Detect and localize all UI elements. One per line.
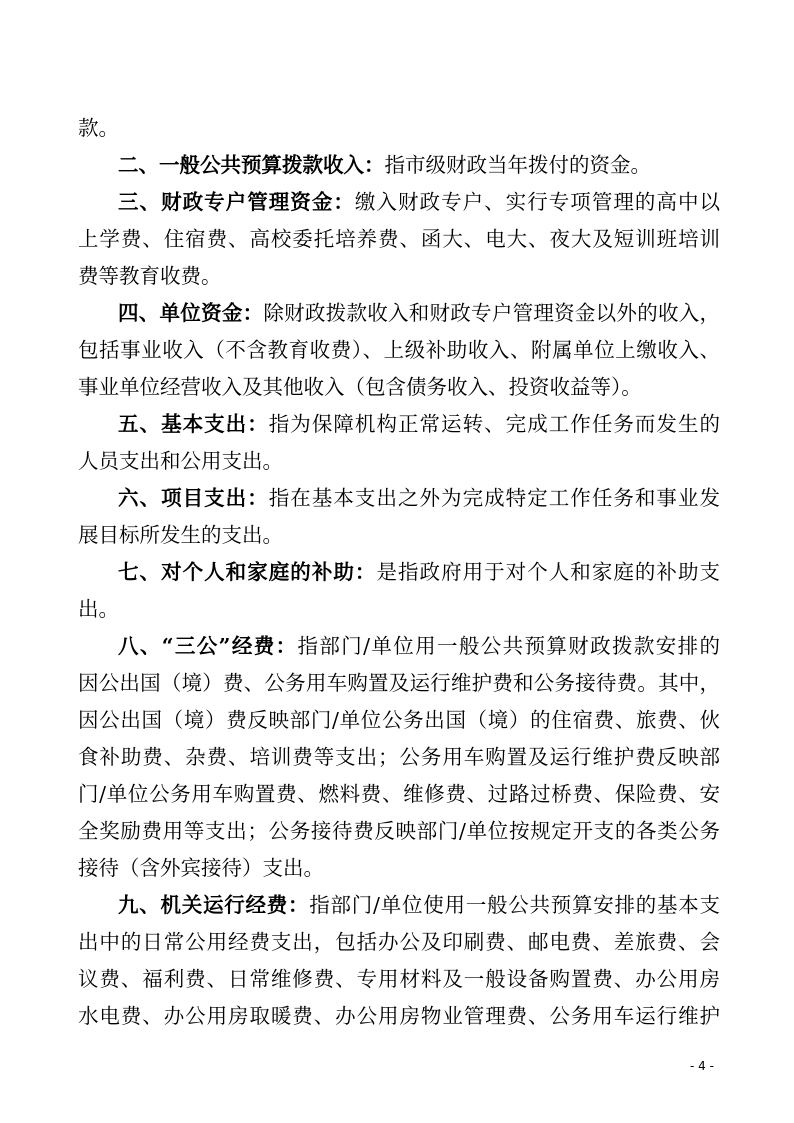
page-number: - 4 -	[690, 1059, 714, 1073]
text-line: 水电费、办公用房取暖费、办公用房物业管理费、公务用车运行维护	[78, 1004, 720, 1028]
text-line: 款。	[78, 116, 119, 140]
section-heading-line	[118, 149, 720, 181]
text-line: 因公出国（境）费、公务用车购置及运行维护费和公务接待费。其中，	[78, 671, 720, 695]
text-line: 费等教育收费。	[78, 264, 222, 288]
text-line: 出中的日常公用经费支出，包括办公及印刷费、邮电费、差旅费、会	[78, 930, 720, 954]
term-label: 二、一般公共预算拨款收入：	[118, 153, 385, 177]
term-label: 八、“三公”经费：	[118, 634, 298, 658]
text-line: 全奖励费用等支出；公务接待费反映部门/单位按规定开支的各类公务	[78, 819, 720, 843]
section-heading-line	[118, 630, 720, 662]
term-definition: 指部门/单位用一般公共预算财政拨款安排的	[297, 634, 720, 658]
text-line: 议费、福利费、日常维修费、专用材料及一般设备购置费、办公用房	[78, 967, 720, 991]
term-definition: 指为保障机构正常运转、完成工作任务而发生的	[268, 412, 721, 436]
text-line: 人员支出和公用支出。	[78, 449, 283, 473]
section-heading-line	[118, 408, 720, 440]
term-label: 四、单位资金：	[118, 301, 264, 325]
text-line: 展目标所发生的支出。	[78, 523, 283, 547]
section-heading-line	[118, 889, 720, 921]
text-line: 出。	[78, 597, 119, 621]
section-heading-line	[118, 186, 720, 218]
section-heading-line	[118, 482, 720, 514]
text-line: 包括事业收入（不含教育收费）、上级补助收入、附属单位上缴收入、	[78, 338, 720, 362]
text-line: 食补助费、杂费、培训费等支出；公务用车购置及运行维护费反映部	[78, 745, 720, 769]
term-definition: 指部门/单位使用一般公共预算安排的基本支	[309, 893, 721, 917]
term-label: 三、财政专户管理资金：	[118, 190, 355, 214]
section-heading-line	[118, 297, 720, 329]
text-line: 上学费、住宿费、高校委托培养费、函大、电大、夜大及短训班培训	[78, 227, 720, 251]
term-label: 六、项目支出：	[118, 486, 269, 510]
text-line: 事业单位经营收入及其他收入（包含债务收入、投资收益等）。	[78, 375, 642, 399]
section-heading-line	[118, 556, 720, 588]
term-label: 七、对个人和家庭的补助：	[118, 560, 377, 584]
term-definition: 除财政拨款收入和财政专户管理资金以外的收入，	[263, 301, 720, 325]
term-definition: 是指政府用于对个人和家庭的补助支	[376, 560, 721, 584]
term-label: 五、基本支出：	[118, 412, 269, 436]
text-line: 门/单位公务用车购置费、燃料费、维修费、过路过桥费、保险费、安	[78, 782, 720, 806]
term-label: 九、机关运行经费：	[118, 893, 310, 917]
term-definition: 指市级财政当年拨付的资金。	[384, 153, 651, 177]
term-definition: 缴入财政专户、实行专项管理的高中以	[354, 190, 721, 214]
text-line: 接待（含外宾接待）支出。	[78, 856, 324, 880]
text-line: 因公出国（境）费反映部门/单位公务出国（境）的住宿费、旅费、伙	[78, 708, 720, 732]
term-definition: 指在基本支出之外为完成特定工作任务和事业发	[268, 486, 721, 510]
